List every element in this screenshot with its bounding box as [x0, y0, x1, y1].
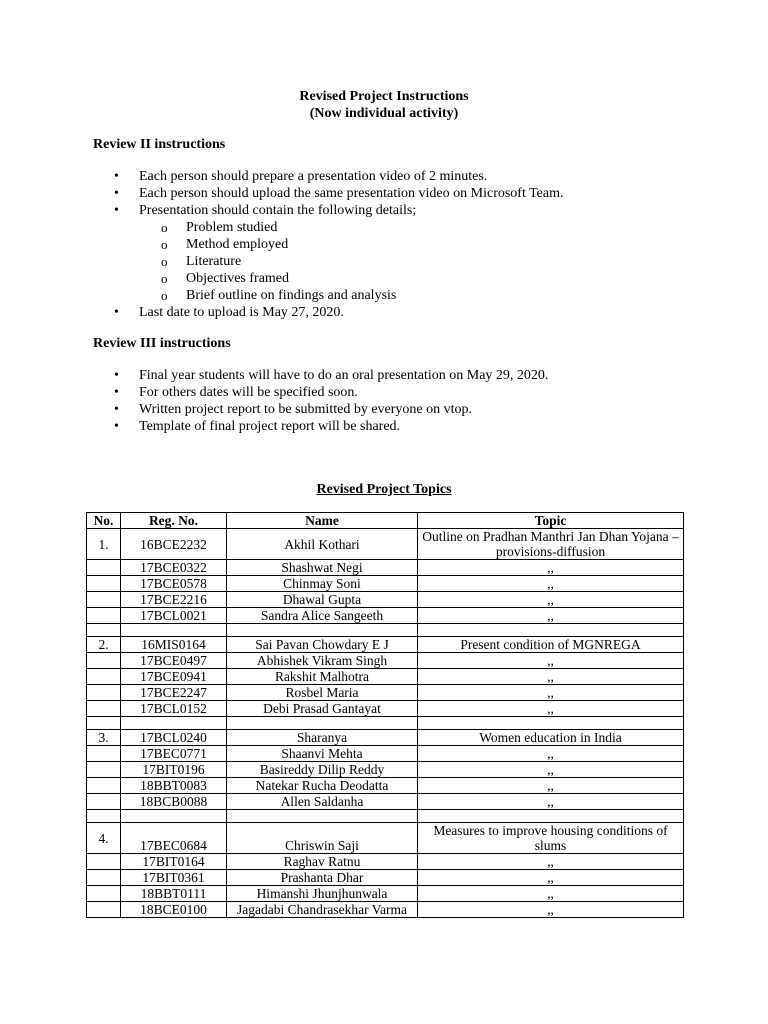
group-number [87, 778, 121, 794]
table-row [87, 592, 684, 608]
name-cell: Allen Saldanha [227, 794, 418, 810]
table-row [87, 794, 684, 810]
group-number: 1. [87, 529, 121, 560]
table-row [87, 701, 684, 717]
name-cell: Raghav Ratnu [227, 854, 418, 870]
group-number [87, 669, 121, 685]
topic-ditto-cell: ,, [418, 653, 684, 669]
table-header-row [87, 513, 684, 529]
list-item: • Each person should upload the same presentation video on Microsoft Team. [93, 185, 733, 202]
reg-no-cell: 17BCE0941 [121, 669, 227, 685]
table-row [87, 762, 684, 778]
list-item: • Last date to upload is May 27, 2020. [93, 304, 733, 321]
reg-no-cell: 16BCE2232 [121, 529, 227, 560]
name-cell: Sharanya [227, 730, 418, 746]
title-line-1: Revised Project Instructions [299, 89, 469, 104]
group-number [87, 886, 121, 902]
name-cell: Natekar Rucha Deodatta [227, 778, 418, 794]
table-row [87, 902, 684, 918]
name-cell: Akhil Kothari [227, 529, 418, 560]
spacer-cell [227, 810, 418, 823]
spacer-cell [418, 717, 684, 730]
name-cell: Prashanta Dhar [227, 870, 418, 886]
topic-ditto-cell: ,, [418, 778, 684, 794]
sub-list-item: o Literature [139, 253, 733, 270]
topic-ditto-cell: ,, [418, 669, 684, 685]
reg-no-cell: 18BBT0111 [121, 886, 227, 902]
name-cell: Dhawal Gupta [227, 592, 418, 608]
sub-list-item: o Problem studied [139, 219, 733, 236]
name-cell: Shaanvi Mehta [227, 746, 418, 762]
header-reg-no: Reg. No. [121, 513, 227, 529]
group-number [87, 592, 121, 608]
table-row [87, 529, 684, 560]
spacer-cell [121, 717, 227, 730]
table-row [87, 669, 684, 685]
topic-cell: Present condition of MGNREGA [418, 637, 684, 653]
reg-no-cell: 17BCL0152 [121, 701, 227, 717]
review-3-list [93, 367, 733, 435]
name-cell: Rakshit Malhotra [227, 669, 418, 685]
reg-no-cell: 18BCE0100 [121, 902, 227, 918]
list-item: • Written project report to be submitted by everyone on vtop. [93, 401, 733, 418]
spacer-cell [87, 717, 121, 730]
topic-ditto-cell: ,, [418, 762, 684, 778]
group-number [87, 701, 121, 717]
topic-ditto-cell: ,, [418, 560, 684, 576]
spacer-cell [87, 810, 121, 823]
topic-ditto-cell: ,, [418, 746, 684, 762]
topic-ditto-cell: ,, [418, 886, 684, 902]
table-row [87, 886, 684, 902]
reg-no-cell: 17BCE2247 [121, 685, 227, 701]
table-row [87, 823, 684, 854]
group-number [87, 902, 121, 918]
spacer-row [87, 624, 684, 637]
table-row [87, 576, 684, 592]
reg-no-cell: 17BCE0578 [121, 576, 227, 592]
sub-list-item: o Objectives framed [139, 270, 733, 287]
group-number [87, 653, 121, 669]
list-item: • For others dates will be specified soon. [93, 384, 733, 401]
topic-ditto-cell: ,, [418, 902, 684, 918]
group-number [87, 762, 121, 778]
header-topic: Topic [418, 513, 684, 529]
table-row [87, 778, 684, 794]
group-number: 2. [87, 637, 121, 653]
topic-ditto-cell: ,, [418, 701, 684, 717]
group-number [87, 560, 121, 576]
project-topics-table [86, 512, 684, 918]
spacer-cell [121, 810, 227, 823]
list-item: • Final year students will have to do an oral presentation on May 29, 2020. [93, 367, 733, 384]
table-row [87, 870, 684, 886]
reg-no-cell: 17BIT0164 [121, 854, 227, 870]
list-item: • Template of final project report will be shared. [93, 418, 733, 435]
name-cell: Abhishek Vikram Singh [227, 653, 418, 669]
group-number [87, 854, 121, 870]
reg-no-cell: 18BBT0083 [121, 778, 227, 794]
group-number: 3. [87, 730, 121, 746]
reg-no-cell: 17BIT0361 [121, 870, 227, 886]
reg-no-cell: 17BCE0497 [121, 653, 227, 669]
group-number [87, 685, 121, 701]
table-row [87, 608, 684, 624]
review-3-heading: Review III instructions [93, 336, 231, 351]
header-name: Name [227, 513, 418, 529]
spacer-row [87, 810, 684, 823]
topic-cell: Measures to improve housing conditions of slums [418, 823, 684, 854]
reg-no-cell: 17BEC0684 [121, 823, 227, 854]
reg-no-cell: 17BEC0771 [121, 746, 227, 762]
document-title [0, 88, 768, 122]
reg-no-cell: 16MIS0164 [121, 637, 227, 653]
topic-ditto-cell: ,, [418, 576, 684, 592]
topic-ditto-cell: ,, [418, 592, 684, 608]
name-cell: Himanshi Jhunjhunwala [227, 886, 418, 902]
name-cell: Debi Prasad Gantayat [227, 701, 418, 717]
review-2-list [93, 168, 733, 321]
spacer-cell [418, 810, 684, 823]
reg-no-cell: 17BIT0196 [121, 762, 227, 778]
topic-ditto-cell: ,, [418, 854, 684, 870]
table-row [87, 730, 684, 746]
spacer-row [87, 717, 684, 730]
name-cell: Shashwat Negi [227, 560, 418, 576]
list-item: • Each person should prepare a presentation video of 2 minutes. [93, 168, 733, 185]
table-row [87, 637, 684, 653]
reg-no-cell: 17BCL0240 [121, 730, 227, 746]
sub-list-item: o Method employed [139, 236, 733, 253]
group-number [87, 608, 121, 624]
name-cell: Chinmay Soni [227, 576, 418, 592]
reg-no-cell: 17BCE0322 [121, 560, 227, 576]
spacer-cell [87, 624, 121, 637]
spacer-cell [227, 717, 418, 730]
header-no: No. [87, 513, 121, 529]
topic-ditto-cell: ,, [418, 794, 684, 810]
topic-ditto-cell: ,, [418, 685, 684, 701]
topic-cell: Women education in India [418, 730, 684, 746]
review-2-heading: Review II instructions [93, 137, 226, 152]
table-row [87, 560, 684, 576]
list-item [93, 202, 733, 304]
group-number [87, 870, 121, 886]
spacer-cell [121, 624, 227, 637]
sub-list-item: o Brief outline on findings and analysis [139, 287, 733, 304]
name-cell: Sai Pavan Chowdary E J [227, 637, 418, 653]
group-number [87, 794, 121, 810]
topic-ditto-cell: ,, [418, 870, 684, 886]
table-row [87, 854, 684, 870]
spacer-cell [227, 624, 418, 637]
table-caption: Revised Project Topics [316, 482, 452, 497]
reg-no-cell: 17BCE2216 [121, 592, 227, 608]
name-cell: Basireddy Dilip Reddy [227, 762, 418, 778]
topic-ditto-cell: ,, [418, 608, 684, 624]
name-cell: Sandra Alice Sangeeth [227, 608, 418, 624]
name-cell: Jagadabi Chandrasekhar Varma [227, 902, 418, 918]
table-row [87, 685, 684, 701]
group-number [87, 576, 121, 592]
name-cell: Rosbel Maria [227, 685, 418, 701]
spacer-cell [418, 624, 684, 637]
table-row [87, 653, 684, 669]
list-item-text: Presentation should contain the following details; [139, 203, 417, 218]
group-number [87, 746, 121, 762]
topic-cell: Outline on Pradhan Manthri Jan Dhan Yojana – provisions-diffusion [418, 529, 684, 560]
name-cell: Chriswin Saji [227, 823, 418, 854]
group-number: 4. [87, 823, 121, 854]
reg-no-cell: 17BCL0021 [121, 608, 227, 624]
table-row [87, 746, 684, 762]
presentation-details-list [139, 219, 733, 304]
reg-no-cell: 18BCB0088 [121, 794, 227, 810]
title-line-2: (Now individual activity) [309, 106, 459, 121]
